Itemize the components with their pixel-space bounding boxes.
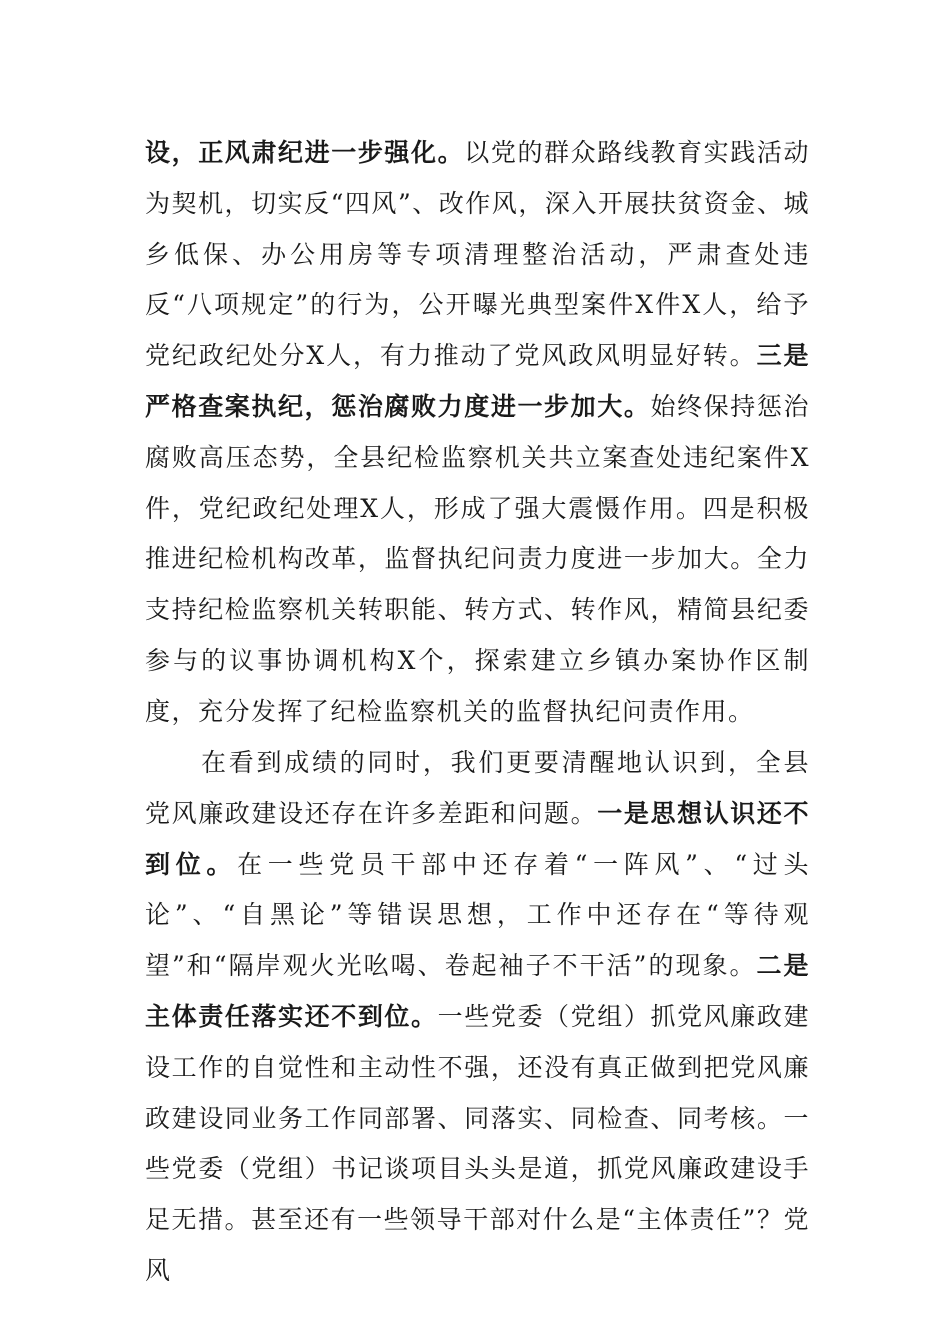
body-text: 以党的群众路线教育实践活动为契机，切实反“四风”、改作风，深入开展扶贫资金、城乡低保、办公用房等专项清理整治活动，严肃查处违反“八项规定”的行为，公开曝光典型案件X件X人，给予党纪政纪处分X人，有力推动了党风政风明显好转。	[145, 138, 810, 371]
body-text: 在一些党员干部中还存着“一阵风”、“过头论”、“自黑论”等错误思想，工作中还存在“等待观望”和“隔岸观火光吆喝、卷起袖子不干活”的现象。	[145, 849, 810, 981]
bold-phrase: 设，正风肃纪进一步强化。	[145, 138, 465, 167]
body-paragraph-2	[145, 738, 810, 1297]
body-text: 一些党委（党组）抓党风廉政建设工作的自觉性和主动性不强，还没有真正做到把党风廉政建设同业务工作同部署、同落实、同检查、同考核。一些党委（党组）书记谈项目头头是道，抓党风廉政建设手足无措。甚至还有一些领导干部对什么是“主体责任”？党风	[145, 1001, 810, 1285]
body-paragraph-1	[145, 128, 810, 738]
body-text: 在看到成绩的同时，我们更要清醒地认识到，全县党风廉政建设还存在许多差距和问题。	[145, 748, 810, 828]
bold-phrase: 二是主体责任落实还不到位。	[145, 951, 810, 1031]
bold-phrase: 三是严格查案执纪，惩治腐败力度进一步加大。	[145, 341, 810, 421]
body-text: 始终保持惩治腐败高压态势，全县纪检监察机关共立案查处违纪案件X件，党纪政纪处理X人，形成了强大震慑作用。四是积极推进纪检机构改革，监督执纪问责力度进一步加大。全力支持纪检监察机关转职能、转方式、转作风，精简县纪委参与的议事协调机构X个，探索建立乡镇办案协作区制度，充分发挥了纪检监察机关的监督执纪问责作用。	[145, 391, 810, 726]
bold-phrase: 一是思想认识还不到位。	[145, 798, 810, 879]
